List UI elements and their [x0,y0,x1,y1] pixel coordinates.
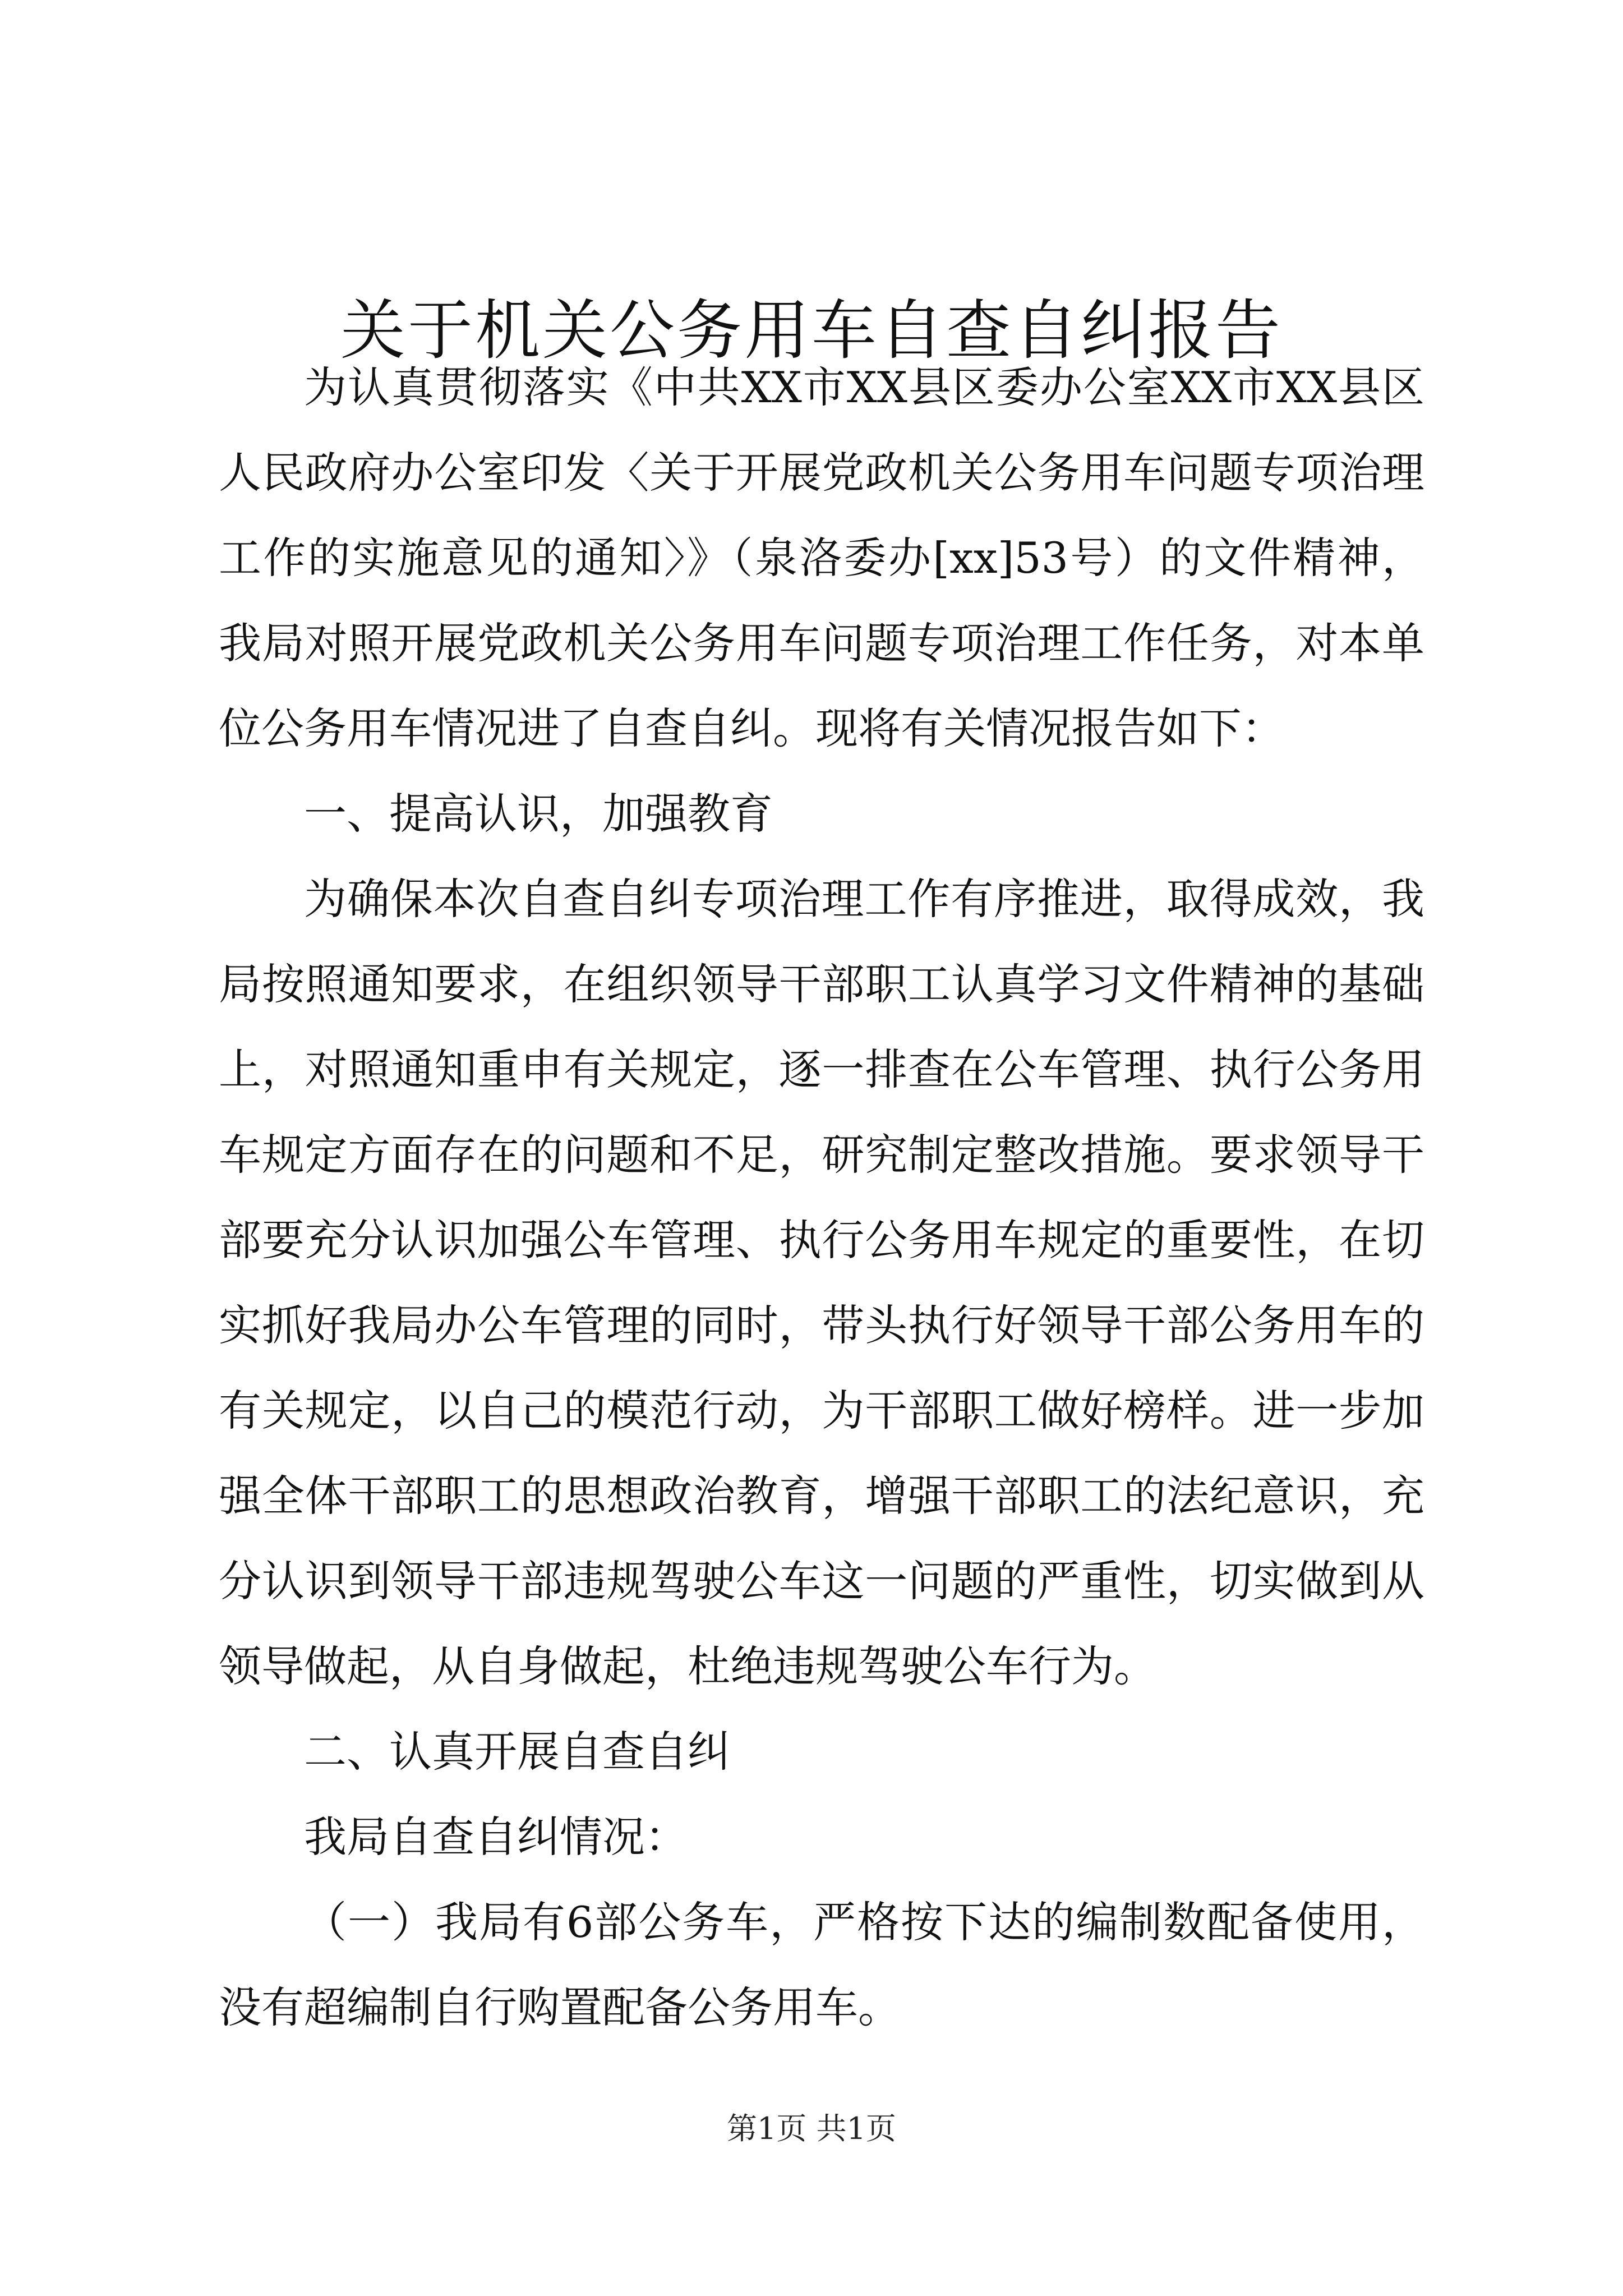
paragraph-line: 为认真贯彻落实《中共XX市XX县区委办公室XX市XX县区 [304,362,1424,412]
paragraph-line: 车规定方面存在的问题和不足，研究制定整改措施。要求领导干 [219,1130,1424,1180]
paragraph-line: 没有超编制自行购置配备公务用车。 [219,1982,901,2032]
paragraph-line: 有关规定，以自己的模范行动，为干部职工做好榜样。进一步加 [219,1386,1424,1435]
paragraph-line: 位公务用车情况进了自查自纠。现将有关情况报告如下： [219,703,1284,753]
paragraph-line: 实抓好我局办公车管理的同时，带头执行好领导干部公务用车的 [219,1300,1424,1350]
paragraph-line: 分认识到领导干部违规驾驶公车这一问题的严重性，切实做到从 [219,1556,1424,1606]
document-body [219,345,1424,2050]
paragraph-line: 我局自查自纠情况： [304,1812,688,1862]
paragraph-line: 领导做起，从自身做起，杜绝违规驾驶公车行为。 [219,1641,1156,1691]
paragraph-line: 部要充分认识加强公车管理、执行公务用车规定的重要性，在切 [219,1215,1424,1265]
paragraph-line: （一）我局有6部公务车，严格按下达的编制数配备使用， [304,1897,1424,1947]
document-title: 关于机关公务用车自查自纠报告 [340,293,1283,369]
paragraph-line: 工作的实施意见的通知〉》（泉洛委办[xx]53号）的文件精神， [219,533,1424,583]
paragraph-line: 为确保本次自查自纠专项治理工作有序推进，取得成效，我 [304,874,1424,924]
paragraph-line: 人民政府办公室印发〈关于开展党政机关公务用车问题专项治理 [219,448,1424,498]
paragraph-line: 我局对照开展党政机关公务用车问题专项治理工作任务，对本单 [219,618,1424,668]
section-heading: 二、认真开展自查自纠 [304,1727,730,1777]
page-footer: 第1页 共1页 [727,2111,896,2146]
paragraph-line: 强全体干部职工的思想政治教育，增强干部职工的法纪意识，充 [219,1471,1424,1521]
section-heading: 一、提高认识，加强教育 [304,789,773,839]
paragraph-line: 局按照通知要求，在组织领导干部职工认真学习文件精神的基础 [219,959,1424,1009]
paragraph-line: 上，对照通知重申有关规定，逐一排查在公车管理、执行公务用 [219,1045,1424,1094]
